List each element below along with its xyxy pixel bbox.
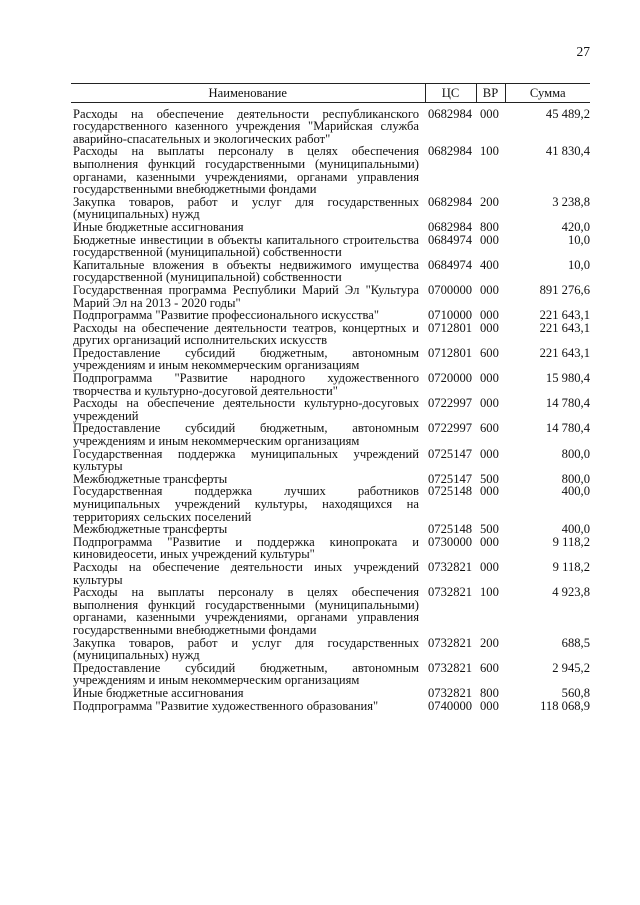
row-name-cell: Межбюджетные трансферты (73, 471, 228, 486)
table-row (71, 309, 590, 322)
row-vr-cell: 000 (480, 371, 499, 386)
table-row (71, 523, 590, 536)
row-cs-cell: 0722997 (428, 421, 473, 436)
row-sum-cell: 800,0 (561, 446, 590, 461)
row-cs-cell: 0710000 (428, 308, 473, 323)
row-vr-cell: 000 (480, 534, 499, 549)
header-cs: ЦС (425, 84, 476, 103)
row-name-cell: Подпрограмма "Развитие народного художественного творчества и культурно-досуговой деятельности" (73, 371, 419, 398)
row-vr-cell: 600 (480, 421, 499, 436)
row-name-cell: Бюджетные инвестиции в объекты капитального строительства государственной (муниципальной) собственности (73, 232, 419, 260)
row-vr-cell: 000 (480, 446, 499, 461)
row-name-cell: Расходы на обеспечение деятельности республиканского государственного казенного учреждения "Марийская служба аварийно-спасательных и экологических работ" (73, 106, 419, 146)
table-row (71, 322, 590, 347)
header-vr: ВР (476, 84, 505, 103)
row-cs-cell: 0732821 (428, 660, 473, 675)
table-row (71, 586, 590, 636)
row-sum-cell: 10,0 (567, 232, 590, 247)
row-cs-cell: 0740000 (428, 698, 473, 713)
table-row (71, 687, 590, 700)
budget-table (71, 83, 590, 712)
table-row (71, 221, 590, 234)
row-name-cell: Закупка товаров, работ и услуг для государственных (муниципальных) нужд (73, 635, 419, 663)
row-sum-cell: 4 923,8 (552, 585, 590, 600)
row-vr-cell: 100 (480, 144, 499, 159)
row-sum-cell: 9 118,2 (552, 534, 590, 549)
row-sum-cell: 14 780,4 (545, 421, 590, 436)
row-name-cell: Иные бюджетные ассигнования (73, 685, 244, 700)
row-cs-cell: 0725147 (428, 471, 473, 486)
row-name-cell: Межбюджетные трансферты (73, 522, 228, 537)
row-vr-cell: 200 (480, 635, 499, 650)
row-vr-cell: 600 (480, 660, 499, 675)
row-vr-cell: 500 (480, 522, 499, 537)
row-sum-cell: 15 980,4 (545, 371, 590, 386)
row-cs-cell: 0732821 (428, 635, 473, 650)
row-sum-cell: 560,8 (561, 685, 590, 700)
row-vr-cell: 000 (480, 396, 499, 411)
row-vr-cell: 600 (480, 345, 499, 360)
row-cs-cell: 0700000 (428, 282, 473, 297)
row-sum-cell: 41 830,4 (545, 144, 590, 159)
row-vr-cell: 800 (480, 219, 499, 234)
table-row (71, 234, 590, 259)
table-row (71, 422, 590, 447)
row-vr-cell: 100 (480, 585, 499, 600)
row-vr-cell: 000 (480, 106, 499, 121)
table-row (71, 448, 590, 473)
row-cs-cell: 0712801 (428, 345, 473, 360)
row-sum-cell: 420,0 (561, 219, 590, 234)
row-vr-cell: 000 (480, 484, 499, 499)
row-sum-cell: 10,0 (567, 257, 590, 272)
row-cs-cell: 0720000 (428, 371, 473, 386)
row-cs-cell: 0722997 (428, 396, 473, 411)
row-vr-cell: 800 (480, 685, 499, 700)
row-name-cell: Государственная поддержка лучших работников муниципальных учреждений культуры, находящихся на территориях сельских поселений (73, 484, 419, 524)
row-name-cell: Расходы на выплаты персоналу в целях обеспечения выполнения функций государственными (муниципальными) органами, казенными учреждениями, органами управления государственными внебюджетными фондами (73, 585, 419, 637)
row-cs-cell: 0684974 (428, 257, 473, 272)
row-cs-cell: 0725148 (428, 522, 473, 537)
row-cs-cell: 0732821 (428, 559, 473, 574)
row-sum-cell: 891 276,6 (539, 282, 590, 297)
row-cs-cell: 0725147 (428, 446, 473, 461)
row-cs-cell: 0682984 (428, 194, 473, 209)
table-row (71, 662, 590, 687)
row-sum-cell: 221 643,1 (539, 308, 590, 323)
row-cs-cell: 0730000 (428, 534, 473, 549)
row-vr-cell: 000 (480, 698, 499, 713)
table-row (71, 372, 590, 397)
table-row (71, 637, 590, 662)
row-sum-cell: 221 643,1 (539, 320, 590, 335)
row-sum-cell: 400,0 (561, 522, 590, 537)
row-name-cell: Капитальные вложения в объекты недвижимого имущества государственной (муниципальной) собственности (73, 257, 419, 285)
row-sum-cell: 400,0 (561, 484, 590, 499)
row-vr-cell: 000 (480, 308, 499, 323)
row-name-cell: Закупка товаров, работ и услуг для государственных (муниципальных) нужд (73, 194, 419, 222)
row-name-cell: Расходы на обеспечение деятельности театров, концертных и других организаций исполнительских искусств (73, 320, 419, 348)
row-name-cell: Предоставление субсидий бюджетным, автономным учреждениям и иным некоммерческим организациям (73, 660, 419, 688)
row-cs-cell: 0684974 (428, 232, 473, 247)
row-cs-cell: 0682984 (428, 219, 473, 234)
row-name-cell: Предоставление субсидий бюджетным, автономным учреждениям и иным некоммерческим организациям (73, 421, 419, 449)
table-row (71, 397, 590, 422)
table-row (71, 561, 590, 586)
row-vr-cell: 000 (480, 282, 499, 297)
header-sum: Сумма (505, 84, 590, 103)
table-header-row (71, 84, 590, 103)
table-body (71, 102, 590, 712)
table-row (71, 196, 590, 221)
row-sum-cell: 2 945,2 (552, 660, 590, 675)
table-row (71, 347, 590, 372)
row-cs-cell: 0682984 (428, 106, 473, 121)
table-row (71, 259, 590, 284)
row-name-cell: Иные бюджетные ассигнования (73, 219, 244, 234)
row-sum-cell: 45 489,2 (545, 106, 590, 121)
row-name-cell: Предоставление субсидий бюджетным, автономным учреждениям и иным некоммерческим организациям (73, 345, 419, 373)
row-name-cell: Расходы на обеспечение деятельности иных учреждений культуры (73, 559, 419, 587)
row-sum-cell: 118 068,9 (540, 698, 590, 713)
header-name: Наименование (71, 84, 425, 103)
row-sum-cell: 9 118,2 (552, 559, 590, 574)
row-vr-cell: 500 (480, 471, 499, 486)
row-cs-cell: 0682984 (428, 144, 473, 159)
row-vr-cell: 400 (480, 257, 499, 272)
row-name-cell: Государственная программа Республики Марий Эл "Культура Марий Эл на 2013 - 2020 годы" (73, 282, 419, 310)
table-row (71, 485, 590, 523)
row-name-cell: Подпрограмма "Развитие и поддержка кинопроката и киновидеосети, иных учреждений культуры" (73, 534, 419, 562)
table-row (71, 284, 590, 309)
row-name-cell: Подпрограмма "Развитие профессионального искусства" (73, 308, 379, 323)
row-cs-cell: 0712801 (428, 320, 473, 335)
row-cs-cell: 0732821 (428, 585, 473, 600)
row-name-cell: Расходы на выплаты персоналу в целях обеспечения выполнения функций государственными (муниципальными) органами, казенными учреждениями, органами управления государственными внебюджетными фондами (73, 144, 419, 197)
row-name-cell: Государственная поддержка муниципальных учреждений культуры (73, 446, 419, 474)
row-vr-cell: 000 (480, 320, 499, 335)
table-row (71, 700, 590, 713)
table-row (71, 102, 590, 145)
row-sum-cell: 14 780,4 (545, 396, 590, 411)
row-sum-cell: 800,0 (561, 471, 590, 486)
row-vr-cell: 200 (480, 194, 499, 209)
row-sum-cell: 688,5 (561, 635, 590, 650)
table-row (71, 145, 590, 195)
page-number: 27 (576, 44, 590, 59)
row-sum-cell: 3 238,8 (552, 194, 590, 209)
row-vr-cell: 000 (480, 232, 499, 247)
row-sum-cell: 221 643,1 (539, 345, 590, 360)
table-row (71, 536, 590, 561)
row-vr-cell: 000 (480, 559, 499, 574)
row-cs-cell: 0725148 (428, 484, 473, 499)
row-cs-cell: 0732821 (428, 685, 473, 700)
row-name-cell: Расходы на обеспечение деятельности культурно-досуговых учреждений (73, 396, 419, 423)
row-name-cell: Подпрограмма "Развитие художественного образования" (73, 698, 379, 713)
